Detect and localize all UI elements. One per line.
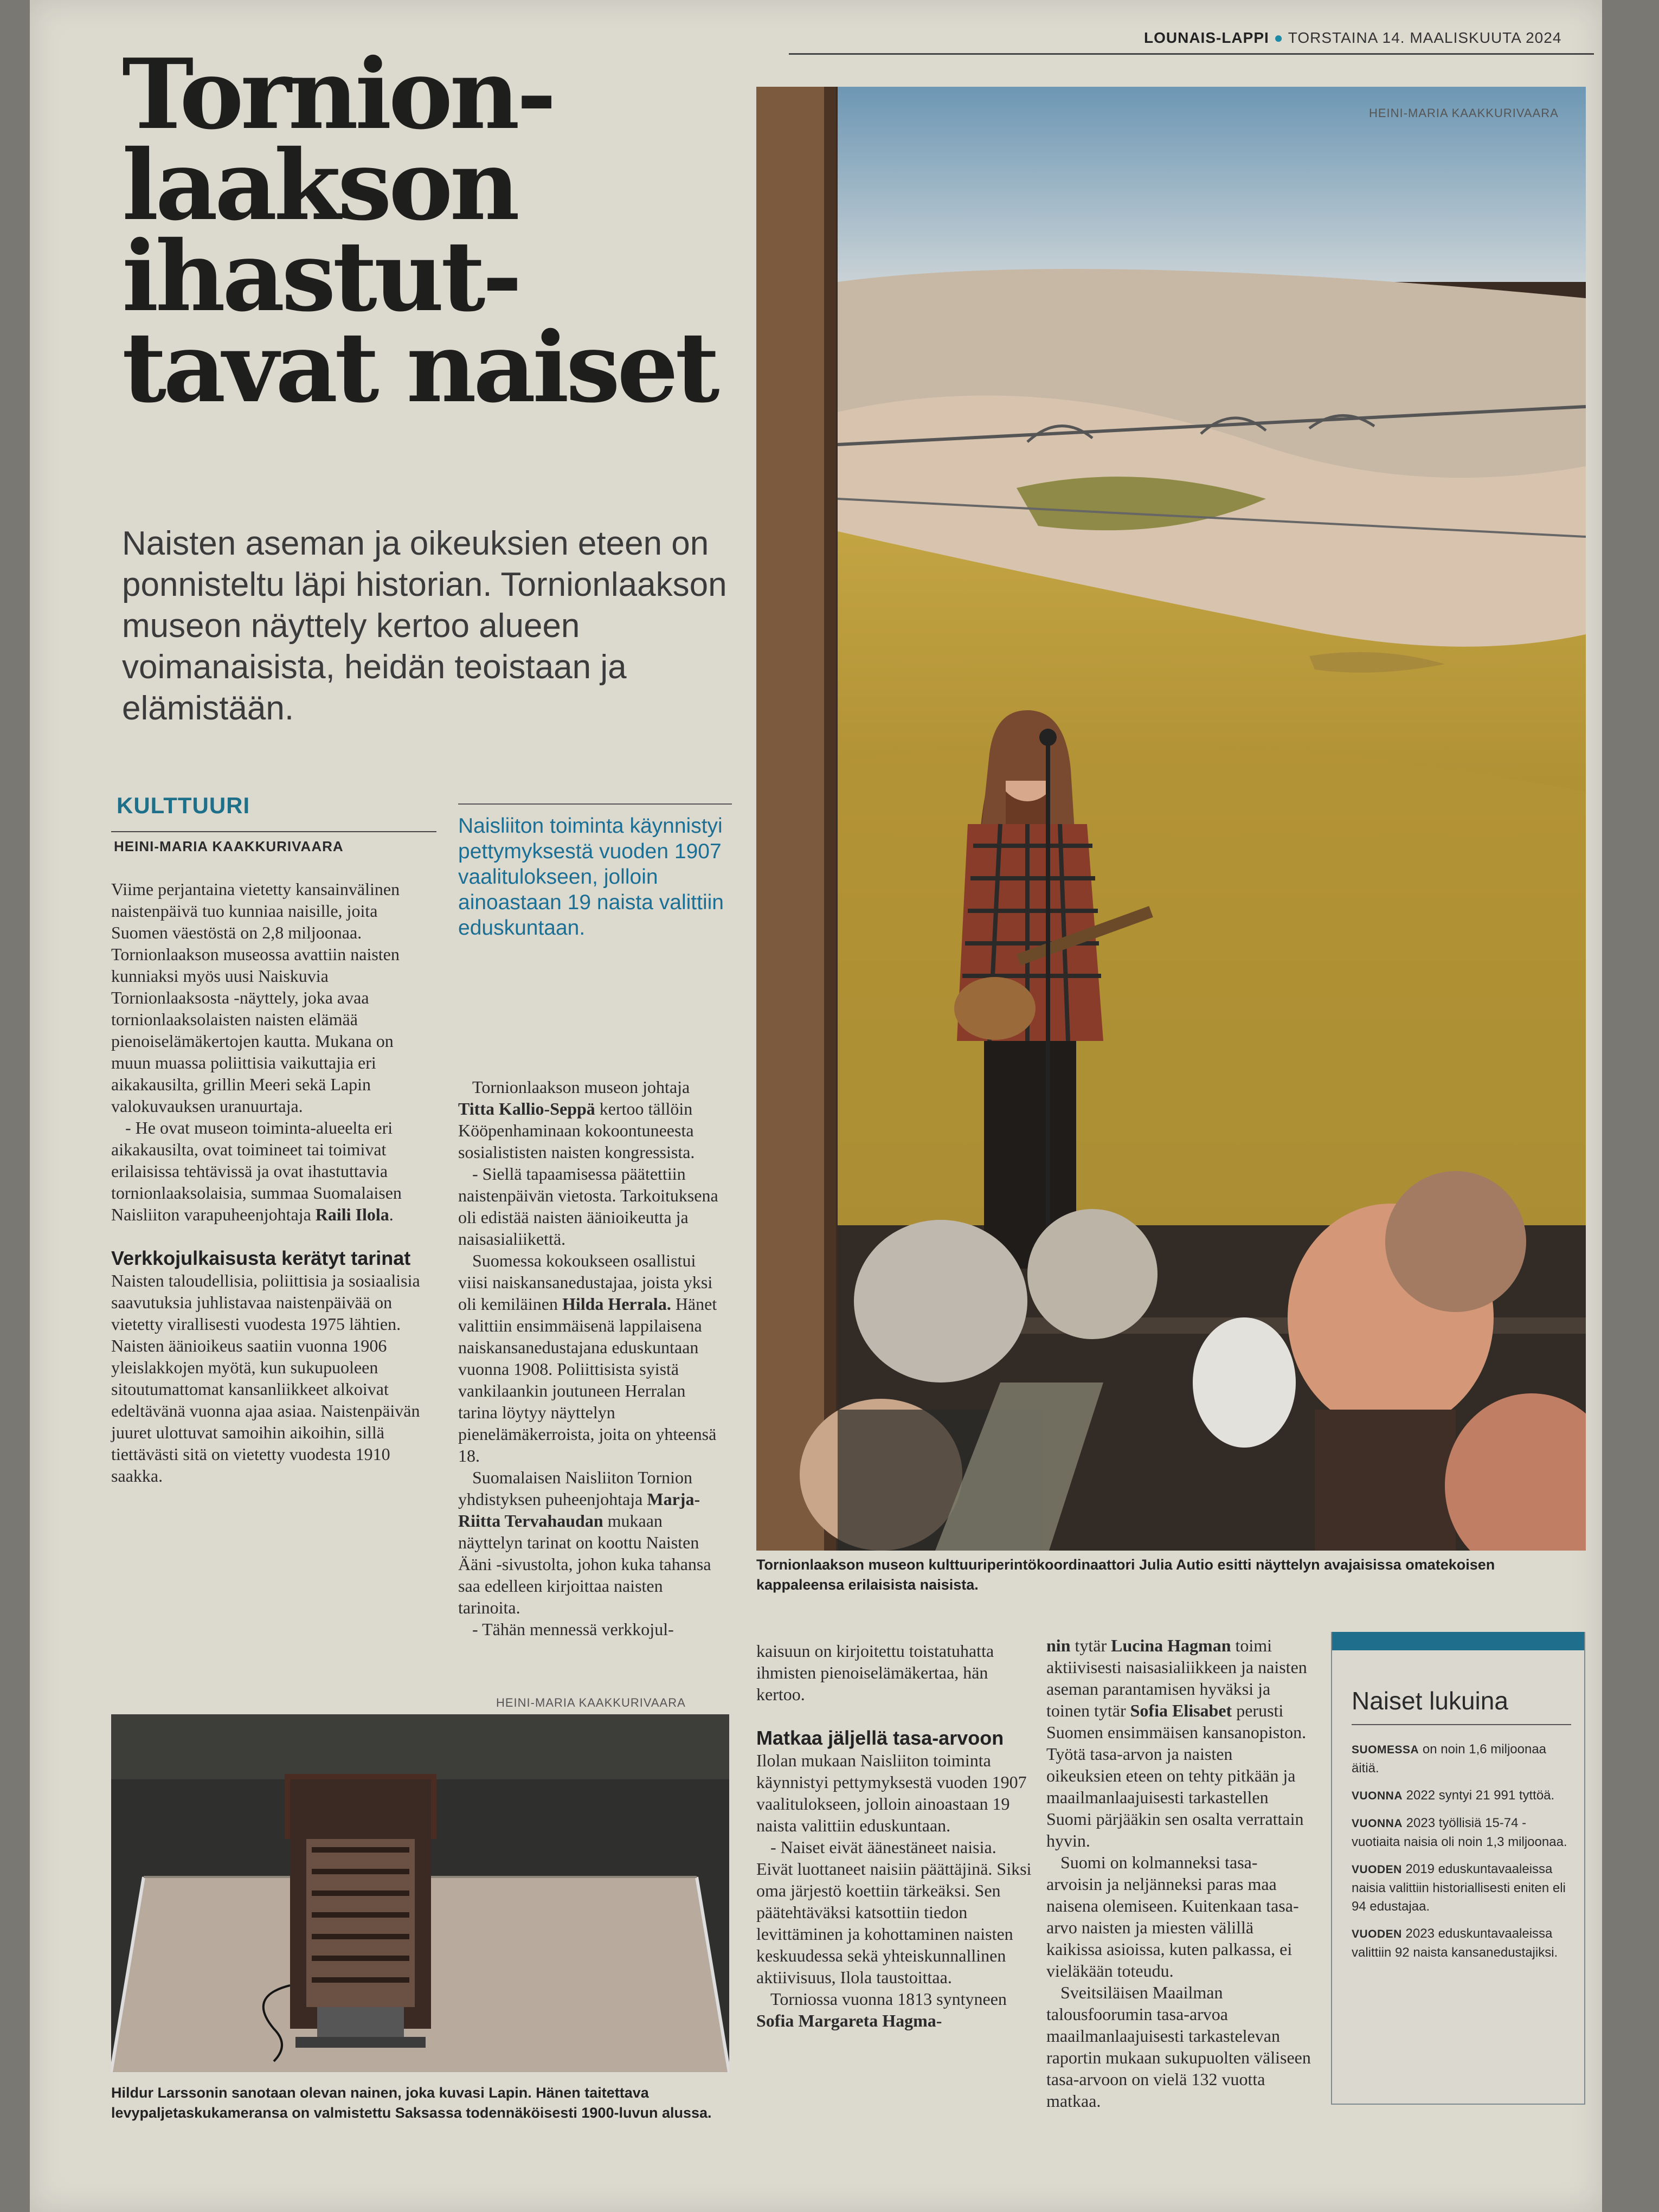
fact-item — [1352, 1925, 1574, 1962]
paragraph: Sveitsiläisen Maailman talousfoorumin tasa-arvoa maailmanlaajuisesti tarkastelevan raportin mukaan sukupuolten väliseen tasa-arvoon on vielä 132 vuotta matkaa. — [1046, 1983, 1311, 2111]
byline: HEINI-MARIA KAAKKURIVAARA — [114, 838, 344, 854]
subheading: Verkkojulkaisusta kerätyt tarinat — [111, 1247, 411, 1269]
paragraph: Suomi on kolmanneksi tasa-arvoisin ja neljänneksi paras maa naisena olemiseen. Kuitenkaan tasa-arvo naisten ja miesten välillä kaikissa asioissa, kuten palkassa, ei vieläkään toteudu. — [1046, 1853, 1299, 1980]
person-name: nin — [1046, 1636, 1071, 1655]
fact-text: on noin 1,6 miljoonaa äitiä. — [1352, 1742, 1547, 1776]
fact-box-rule — [1352, 1724, 1571, 1725]
fact-box-bar — [1332, 1632, 1584, 1650]
text: toimi aktiivisesti naisasialiikkeen ja naisten aseman parantamisen hyväksi ja toinen tytär — [1046, 1636, 1307, 1720]
headline-line: laakson — [122, 128, 517, 242]
issue-date: TORSTAINA 14. MAALISKUUTA 2024 — [1288, 29, 1562, 46]
person-name: Hilda Herrala. — [562, 1294, 671, 1314]
fact-lead: VUODEN — [1352, 1863, 1402, 1876]
headline — [122, 37, 762, 424]
fact-text: 2023 eduskuntavaaleissa valittiin 92 naista kansanedustajiksi. — [1352, 1926, 1558, 1960]
text: tytär — [1070, 1636, 1111, 1655]
text: perusti Suomen ensimmäisen kansanopiston. Työtä tasa-arvon ja naisten oikeuksien eteen on tehty pitkään ja maailmanlaajuisesti tarkastellen Suomi pärjääkin sen osalta verrattain hyvin. — [1046, 1701, 1307, 1850]
paragraph: - Siellä tapaamisessa päätettiin naistenpäivän vietosta. Tarkoituksena oli edistää naisten äänioikeutta ja naisasialiikettä. — [458, 1164, 718, 1249]
masthead-dot: ● — [1274, 29, 1284, 46]
headline-line: ihastut- — [122, 220, 519, 333]
text: kertoo tällöin Kööpenhaminaan kokoontuneesta sosialististen naisten kongressista. — [458, 1099, 695, 1162]
fact-lead: VUODEN — [1352, 1928, 1402, 1940]
fact-list — [1352, 1740, 1574, 1971]
fact-item — [1352, 1786, 1574, 1805]
paragraph — [458, 1467, 729, 1618]
paragraph — [458, 1250, 729, 1467]
paragraph — [1046, 1635, 1312, 1851]
camera-photo — [111, 1714, 729, 2072]
fact-item — [1352, 1740, 1574, 1778]
paragraph: - Tähän mennessä verkkojul- — [472, 1619, 674, 1639]
headline-line: tavat naiset — [122, 311, 717, 424]
article-column-1 — [111, 878, 436, 1487]
lede: Naisten aseman ja oikeuksien eteen on ponnisteltu läpi historian. Tornionlaakson museon näyttely kertoo alueen voimanaisista, heidän teoistaan ja elämistään. — [122, 525, 727, 727]
article-column-2 — [458, 1076, 729, 1640]
paragraph: Viime perjantaina vietetty kansainvälinen naistenpäivä tuo kunniaa naisille, joita Suomen väestöstä on 2,8 miljoonaa. Tornionlaakson museossa avattiin naisten kunniaksi myös uusi Naiskuvia Tornionlaaksosta -näyttely, joka avaa tornionlaaksolaisten naisten elämää pienoiselämäkertojen kautta. Mukana on muun muassa poliittisia vaikuttajia eri aikakausilta, grillin Meeri sekä Lapin valokuvauksen uranuurtaja. — [111, 879, 400, 1116]
subheading: Matkaa jäljellä tasa-arvoon — [756, 1727, 1004, 1749]
fact-box-title: Naiset lukuina — [1352, 1687, 1508, 1715]
fact-lead: SUOMESSA — [1352, 1744, 1419, 1756]
paragraph: - Naiset eivät äänestäneet naisia. Eivät luottaneet naisiin päättäjinä. Siksi oma järjestö koettiin tärkeäksi. Sen päätehtäväksi katsottiin tiedon levittäminen ja kohottaminen naisten keskuudessa sekä yhteiskunnallinen aktiivisuus, Ilola taustoittaa. — [756, 1837, 1032, 1987]
photo-credit: HEINI-MARIA KAAKKURIVAARA — [496, 1696, 686, 1709]
masthead — [1144, 29, 1594, 47]
person-name: Marja-Riitta Tervahaudan — [458, 1489, 700, 1531]
photo-caption: Tornionlaakson museon kulttuuriperintökoordinaattori Julia Autio esitti näyttelyn avajaisissa omatekoisen kappaleensa erilaisista naisista. — [756, 1557, 1495, 1593]
paragraph — [756, 1988, 1033, 2031]
fact-text: 2019 eduskuntavaaleissa naisia valittiin historiallisesti eniten eli 94 edustajaa. — [1352, 1862, 1566, 1914]
person-name: Sofia Margareta Hagma- — [756, 2011, 942, 2030]
fact-text: 2022 syntyi 21 991 tyttöä. — [1403, 1788, 1555, 1803]
fact-lead: VUONNA — [1352, 1790, 1403, 1802]
paper-name: LOUNAIS-LAPPI — [1144, 29, 1269, 46]
text: Hänet valittiin ensimmäisenä lappilaisena naiskansanedustajana eduskuntaan vuonna 1908. Poliittisista syistä vankilaankin joutuneen Herralan tarina löytyy näyttelyn pienelämäkerroista, joita on yhteensä 18. — [458, 1294, 717, 1465]
section-label: KULTTUURI — [117, 793, 250, 818]
person-name: Lucina Hagman — [1111, 1636, 1231, 1655]
headline-line: Tornion- — [122, 37, 554, 151]
fact-lead: VUONNA — [1352, 1817, 1403, 1830]
byline-rule — [111, 831, 436, 832]
text: Tornionlaakson museon johtaja — [472, 1077, 690, 1097]
text: Torniossa vuonna 1813 syntyneen — [770, 1989, 1007, 2009]
pull-quote: Naisliiton toiminta käynnistyi pettymyksestä vuoden 1907 vaalitulokseen, jolloin ainoastaan 19 naista valittiin eduskuntaan. — [458, 814, 724, 940]
newspaper-page — [30, 0, 1602, 2212]
fact-item — [1352, 1860, 1574, 1916]
text: mukaan näyttelyn tarinat on koottu Naisten Ääni -sivustolta, johon kuka tahansa saa edelleen kirjoittaa naisten tarinoita. — [458, 1511, 711, 1617]
article-column-4 — [1046, 1635, 1312, 2112]
paragraph — [111, 1117, 436, 1225]
fact-box — [1331, 1632, 1585, 2105]
paragraph: kaisuun on kirjoitettu toistatuhatta ihmisten pienoiselämäkertaa, hän kertoo. — [756, 1641, 994, 1704]
fact-item — [1352, 1814, 1574, 1851]
person-name: Raili Ilola — [315, 1205, 389, 1224]
paragraph: Ilolan mukaan Naisliiton toiminta käynnistyi pettymyksestä vuoden 1907 vaalitulokseen, jolloin ainoastaan 19 naista valittiin eduskuntaan. — [756, 1751, 1027, 1835]
text: . — [389, 1205, 394, 1224]
concert-photo-illustration — [756, 87, 1586, 1551]
text: Suomalaisen Naisliiton Tornion yhdistyksen puheenjohtaja — [458, 1468, 693, 1509]
photo-caption: Hildur Larssonin sanotaan olevan nainen, joka kuvasi Lapin. Hänen taitettava levypaljetaskukameransa on valmistettu Saksassa todennäköisesti 1900-luvun alussa. — [111, 2085, 712, 2121]
main-photo — [756, 87, 1586, 1551]
pull-quote-rule — [458, 803, 732, 805]
person-name: Titta Kallio-Seppä — [458, 1099, 595, 1118]
text: Suomessa kokoukseen osallistui viisi naiskansanedustajaa, joista yksi oli kemiläinen — [458, 1251, 713, 1314]
camera-display-illustration — [111, 1714, 729, 2072]
top-rule — [789, 53, 1594, 55]
fact-text: 2023 työllisiä 15-74 -vuotiaita naisia oli noin 1,3 miljoonaa. — [1352, 1816, 1567, 1849]
photo-credit: HEINI-MARIA KAAKKURIVAARA — [1369, 106, 1559, 120]
article-column-3 — [756, 1640, 1033, 2031]
paragraph: Naisten taloudellisia, poliittisia ja sosiaalisia saavutuksia juhlistavaa naistenpäivää on vietetty virallisesti vuodesta 1975 lähtien. Naisten äänioikeus saatiin vuonna 1906 yleislakkojen myötä, kun sukupuoleen sitoutumattomat kansanliikkeet alkoivat edeltävänä vuonna ajaa asiaa. Naistenpäivän juuret ulottuvat samoihin aikoihin, sillä tiettävästi sitä on vietetty vuodesta 1910 saakka. — [111, 1271, 420, 1486]
text: - He ovat museon toiminta-alueelta eri aikakausilta, ovat toimineet tai toimivat erilaisissa tehtävissä ja ovat ihastuttavia tornionlaaksolaisia, summaa Suomalaisen Naisliiton varapuheenjohtaja — [111, 1118, 402, 1224]
person-name: Sofia Elisabet — [1130, 1701, 1232, 1720]
paragraph — [458, 1076, 729, 1163]
